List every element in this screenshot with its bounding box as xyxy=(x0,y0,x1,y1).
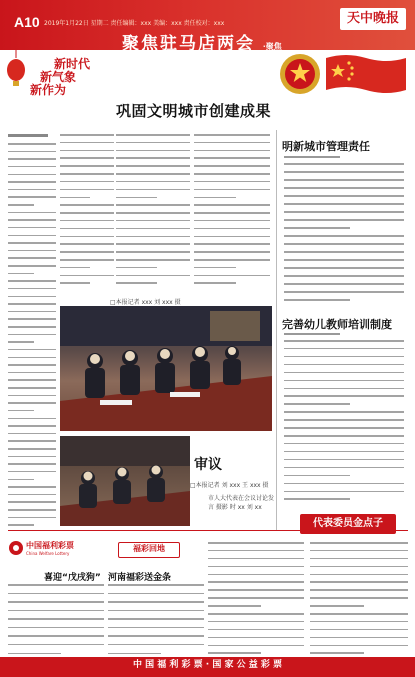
lottery-headline-b: 河南福彩送金条 xyxy=(108,573,172,583)
text-line xyxy=(208,589,304,591)
section-title-suffix: ·聚焦 xyxy=(262,41,282,51)
text-line xyxy=(284,443,404,445)
text-line xyxy=(8,410,34,412)
text-line xyxy=(60,267,90,269)
text-line xyxy=(208,605,261,607)
text-line xyxy=(108,601,204,603)
text-line xyxy=(284,195,404,197)
text-line xyxy=(116,282,157,284)
text-line xyxy=(116,220,190,222)
text-line xyxy=(194,157,270,159)
lottery-col-1 xyxy=(8,584,104,654)
text-line xyxy=(60,150,114,152)
text-line xyxy=(60,243,114,245)
text-line xyxy=(310,597,408,599)
text-line xyxy=(60,134,114,136)
text-line xyxy=(8,143,56,145)
text-line xyxy=(60,282,90,284)
sidebar-headline-mark xyxy=(8,134,48,137)
text-line xyxy=(208,597,304,599)
text-line xyxy=(8,235,56,237)
text-line xyxy=(108,635,204,637)
text-line xyxy=(8,219,56,221)
text-line xyxy=(116,150,190,152)
text-line xyxy=(310,566,408,568)
text-line xyxy=(108,644,204,646)
text-line xyxy=(194,212,270,214)
text-line xyxy=(208,566,304,568)
lottery-col-4 xyxy=(310,542,408,654)
photo-bottom-caption: □本报记者 刘 xxx 王 xxx 摄 xyxy=(190,482,269,489)
text-line xyxy=(60,197,90,199)
text-line xyxy=(8,425,56,427)
text-line xyxy=(284,163,404,165)
text-line xyxy=(60,251,114,253)
text-line xyxy=(8,303,56,305)
header-line: 2019年1月22日 星期二 责任编辑：xxx 美编：xxx 责任校对：xxx xyxy=(44,20,225,27)
lottery-column-label xyxy=(118,542,180,558)
text-line xyxy=(310,652,364,654)
text-line xyxy=(116,204,190,206)
text-line xyxy=(116,243,190,245)
text-line xyxy=(116,142,190,144)
text-line xyxy=(208,542,304,544)
text-line xyxy=(8,181,56,183)
text-line xyxy=(8,326,56,328)
text-line xyxy=(284,243,404,245)
text-line xyxy=(208,574,304,576)
text-line xyxy=(108,610,204,612)
section-rule xyxy=(8,530,408,531)
text-line xyxy=(284,179,404,181)
text-line xyxy=(194,236,270,238)
text-line xyxy=(310,550,408,552)
text-line xyxy=(284,380,404,382)
paper-logo xyxy=(340,8,406,30)
text-line xyxy=(8,250,56,252)
text-line xyxy=(108,653,161,655)
right-mid-headline: 完善幼儿教师培训制度 xyxy=(282,318,392,331)
text-line xyxy=(284,451,404,453)
text-line xyxy=(60,236,114,238)
right-top-byline xyxy=(284,156,340,158)
text-line xyxy=(8,318,56,320)
text-line xyxy=(8,601,104,603)
section-title xyxy=(122,29,282,54)
text-line xyxy=(284,171,404,173)
text-line xyxy=(108,593,204,595)
text-line xyxy=(60,228,114,230)
flag-icon xyxy=(322,52,410,96)
masthead xyxy=(0,0,415,99)
text-line xyxy=(8,433,56,435)
text-line xyxy=(8,479,34,481)
text-line xyxy=(284,427,404,429)
delegates-photo-icon xyxy=(60,436,190,526)
right-divider xyxy=(276,130,277,530)
text-line xyxy=(8,265,56,267)
text-line xyxy=(284,388,404,390)
text-line xyxy=(8,593,104,595)
text-line xyxy=(284,203,404,205)
text-line xyxy=(284,267,404,269)
text-line xyxy=(310,558,408,560)
lottery-banner-text: 中 国 福 利 彩 票 · 国 家 公 益 彩 票 xyxy=(132,660,283,670)
text-line xyxy=(60,181,114,183)
text-line xyxy=(116,212,190,214)
text-line xyxy=(310,621,408,623)
text-line xyxy=(208,645,304,647)
text-line xyxy=(8,584,104,586)
text-line xyxy=(8,288,56,290)
text-line xyxy=(194,228,270,230)
text-line xyxy=(284,291,404,293)
text-line xyxy=(60,212,114,214)
text-line xyxy=(284,259,404,261)
text-line xyxy=(284,340,404,342)
text-line xyxy=(60,259,114,261)
text-line xyxy=(8,257,56,259)
text-line xyxy=(194,197,236,199)
text-line xyxy=(284,372,404,374)
text-line xyxy=(8,166,56,168)
text-line xyxy=(60,189,114,191)
text-line xyxy=(284,475,350,477)
text-line xyxy=(208,613,304,615)
text-line xyxy=(8,653,61,655)
text-line xyxy=(284,219,404,221)
text-line xyxy=(8,517,56,519)
text-line xyxy=(116,134,190,136)
text-line xyxy=(116,275,190,277)
page-number: A10 xyxy=(14,14,40,30)
text-line xyxy=(8,644,104,646)
text-line xyxy=(116,173,190,175)
text-line xyxy=(194,150,270,152)
right-top-headline: 明新城市管理责任 xyxy=(282,140,370,153)
text-line xyxy=(8,372,56,374)
lottery-banner xyxy=(0,657,415,677)
text-line xyxy=(8,418,56,420)
text-line xyxy=(116,267,157,269)
text-line xyxy=(194,220,270,222)
text-line xyxy=(116,157,190,159)
text-line xyxy=(8,501,56,503)
text-line xyxy=(310,581,408,583)
text-line xyxy=(284,348,404,350)
text-line xyxy=(8,402,56,404)
section-title-text: 聚焦驻马店两会 xyxy=(122,34,255,54)
text-line xyxy=(8,311,56,313)
text-line xyxy=(8,387,56,389)
text-line xyxy=(8,486,56,488)
text-line xyxy=(284,435,404,437)
text-line xyxy=(60,173,114,175)
main-article-col-3 xyxy=(194,134,270,284)
text-line xyxy=(284,498,350,500)
text-line xyxy=(8,463,56,465)
text-line xyxy=(60,275,114,277)
meeting-photo-icon xyxy=(60,306,272,431)
main-article-col-2 xyxy=(116,134,190,284)
text-line xyxy=(284,356,404,358)
text-line xyxy=(60,204,114,206)
text-line xyxy=(194,282,236,284)
text-line xyxy=(208,629,304,631)
text-line xyxy=(8,357,56,359)
review-label: 审议 xyxy=(194,457,222,473)
text-line xyxy=(116,251,190,253)
text-line xyxy=(8,196,56,198)
text-line xyxy=(108,584,204,586)
text-line xyxy=(8,395,56,397)
slogan-line: 新作为 xyxy=(30,83,67,97)
paper-logo-text: 天中晚报 xyxy=(346,11,399,26)
text-line xyxy=(310,574,408,576)
text-line xyxy=(284,251,404,253)
text-line xyxy=(8,158,56,160)
text-line xyxy=(8,635,104,637)
photo-meeting-top xyxy=(60,306,272,431)
text-line xyxy=(310,613,408,615)
text-line xyxy=(8,296,56,298)
text-line xyxy=(8,494,56,496)
right-mid-body xyxy=(284,340,404,500)
text-line xyxy=(284,187,404,189)
text-line xyxy=(116,259,190,261)
text-line xyxy=(8,189,56,191)
lottery-logo-text: 中国福利彩票 xyxy=(26,541,74,550)
text-line xyxy=(60,165,114,167)
text-line xyxy=(8,364,56,366)
text-line xyxy=(8,618,104,620)
emblem-icon xyxy=(278,52,322,96)
text-line xyxy=(284,419,404,421)
right-mid-byline xyxy=(284,333,340,335)
lottery-column-text: 福彩回地 xyxy=(133,544,165,553)
lottery-headline-a: 喜迎“戊戌狗” xyxy=(44,573,101,583)
text-line xyxy=(284,275,404,277)
text-line xyxy=(60,157,114,159)
text-line xyxy=(116,228,190,230)
text-line xyxy=(310,589,408,591)
text-line xyxy=(8,448,56,450)
photo-top-caption: □本报记者 xxx 刘 xxx 摄 xyxy=(110,299,181,306)
text-line xyxy=(194,181,270,183)
text-line xyxy=(310,645,408,647)
text-line xyxy=(194,251,270,253)
text-line xyxy=(8,524,34,526)
sidebar-body xyxy=(8,143,56,526)
text-line xyxy=(60,220,114,222)
callout-text: 代表委员金点子 xyxy=(313,518,383,529)
text-line xyxy=(194,189,270,191)
text-line xyxy=(208,581,304,583)
text-line xyxy=(208,558,304,560)
text-line xyxy=(284,227,350,229)
text-line xyxy=(194,142,270,144)
right-top-body xyxy=(284,163,404,301)
text-line xyxy=(8,151,56,153)
text-line xyxy=(8,204,34,206)
text-line xyxy=(194,243,270,245)
text-line xyxy=(8,349,56,351)
text-line xyxy=(284,459,404,461)
text-line xyxy=(8,212,56,214)
lantern-icon xyxy=(4,50,28,90)
text-line xyxy=(8,610,104,612)
text-line xyxy=(284,467,404,469)
text-line xyxy=(194,275,270,277)
text-line xyxy=(194,173,270,175)
text-line xyxy=(284,403,350,405)
text-line xyxy=(284,211,404,213)
text-line xyxy=(108,627,204,629)
text-line xyxy=(116,181,190,183)
text-line xyxy=(284,483,404,485)
text-line xyxy=(8,273,34,275)
lottery-logo-sub: China Welfare Lottery xyxy=(26,551,70,556)
text-line xyxy=(284,411,404,413)
text-line xyxy=(116,236,190,238)
slogan-line: 新时代 xyxy=(54,57,91,71)
text-line xyxy=(310,629,408,631)
text-line xyxy=(194,259,270,261)
text-line xyxy=(108,618,204,620)
text-line xyxy=(60,142,114,144)
text-line xyxy=(284,235,404,237)
text-line xyxy=(116,189,190,191)
text-line xyxy=(8,440,56,442)
text-line xyxy=(8,227,56,229)
slogan xyxy=(30,58,90,97)
main-article-col-1 xyxy=(60,134,114,284)
lottery-col-3 xyxy=(208,542,304,654)
text-line xyxy=(208,550,304,552)
text-line xyxy=(8,456,56,458)
lottery-logo xyxy=(8,538,76,560)
text-line xyxy=(194,165,270,167)
text-line xyxy=(194,267,236,269)
text-line xyxy=(8,379,56,381)
photo-right-caption: 市人大代表在会议讨论发言 摄影 时 xx 刘 xx xyxy=(208,495,275,511)
text-line xyxy=(310,605,364,607)
text-line xyxy=(194,204,270,206)
text-line xyxy=(8,627,104,629)
text-line xyxy=(208,652,261,654)
lottery-col-2 xyxy=(108,584,204,654)
callout-box xyxy=(300,514,396,534)
text-line xyxy=(8,280,56,282)
text-line xyxy=(8,242,56,244)
text-line xyxy=(194,134,270,136)
text-line xyxy=(310,637,408,639)
text-line xyxy=(116,197,157,199)
text-line xyxy=(8,509,56,511)
lottery-logo-icon xyxy=(8,540,24,556)
slogan-line: 新气象 xyxy=(40,70,77,84)
text-line xyxy=(208,621,304,623)
text-line xyxy=(116,165,190,167)
text-line xyxy=(8,334,56,336)
text-line xyxy=(284,364,404,366)
text-line xyxy=(284,299,350,301)
main-headline: 巩固文明城市创建成果 xyxy=(116,102,272,120)
text-line xyxy=(208,637,304,639)
text-line xyxy=(8,174,56,176)
text-line xyxy=(310,542,408,544)
text-line xyxy=(8,341,34,343)
text-line xyxy=(284,283,404,285)
photo-meeting-bottom xyxy=(60,436,190,526)
text-line xyxy=(284,395,404,397)
text-line xyxy=(284,491,404,493)
text-line xyxy=(8,471,56,473)
